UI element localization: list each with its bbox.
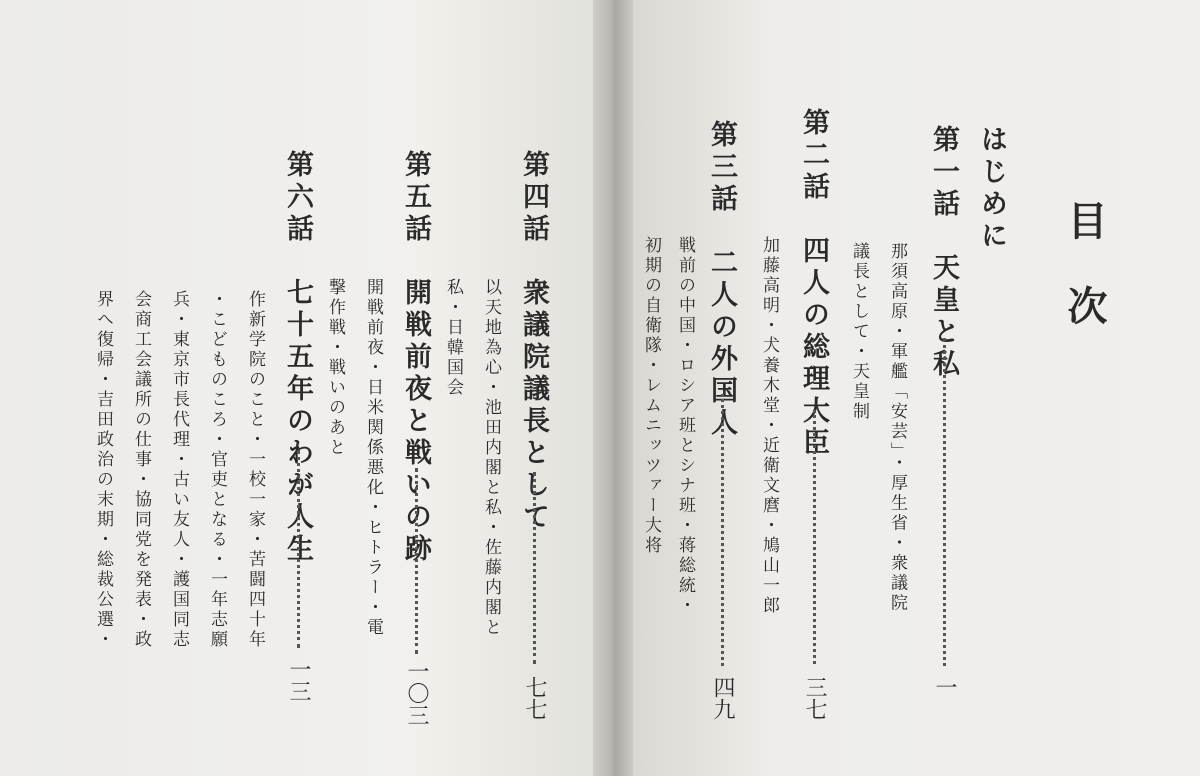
chapter-1-sub-1: 那須高原・軍艦「安芸」・厚生省・衆議院 xyxy=(887,242,907,614)
chapter-5-leader xyxy=(415,468,418,654)
chapter-6-page: 一三 xyxy=(286,658,311,702)
chapter-5-page: 一〇三 xyxy=(404,660,429,726)
toc-title-ji: 次 xyxy=(1061,285,1108,325)
preface-heading[interactable]: はじめに xyxy=(976,125,1007,253)
book-gutter xyxy=(593,0,633,776)
chapter-2-heading[interactable]: 第二話 四人の総理大臣 xyxy=(798,108,829,460)
chapter-4-page: 七七 xyxy=(522,676,547,720)
chapter-1-sub-2: 議長として・天皇制 xyxy=(849,242,869,422)
chapter-3-sub-2: 初期の自衛隊・レムニッツァー大将 xyxy=(641,236,661,556)
chapter-6-sub-1: 作新学院のこと・一校一家・苦闘四十年 xyxy=(245,290,265,650)
chapter-5-sub-2: 撃作戦・戦いのあと xyxy=(325,278,345,458)
chapter-6-sub-4: 会商工会議所の仕事・協同党を発表・政 xyxy=(131,290,151,650)
chapter-6-sub-3: 兵・東京市長代理・古い友人・護国同志 xyxy=(169,290,189,650)
toc-title-moku: 目 xyxy=(1061,200,1108,240)
chapter-4-leader xyxy=(533,472,536,664)
chapter-1-page: 一 xyxy=(932,676,957,698)
chapter-6-sub-5: 界へ復帰・吉田政治の末期・総裁公選・ xyxy=(93,290,113,650)
chapter-2-page: 三七 xyxy=(802,676,827,720)
chapter-3-heading[interactable]: 第三話 二人の外国人 xyxy=(706,120,737,440)
chapter-4-sub-1: 以天地為心・池田内閣と私・佐藤内閣と xyxy=(481,278,501,638)
chapter-6-sub-2: ・こどものころ・官吏となる・一年志願 xyxy=(207,290,227,650)
chapter-3-leader xyxy=(721,394,724,666)
chapter-6-heading[interactable]: 第六話 七十五年のわが人生 xyxy=(282,150,313,566)
chapter-2-leader xyxy=(813,410,816,664)
chapter-4-heading[interactable]: 第四話 衆議院議長として xyxy=(518,150,549,534)
chapter-5-heading[interactable]: 第五話 開戦前夜と戦いの跡 xyxy=(400,150,431,566)
chapter-5-sub-1: 開戦前夜・日米関係悪化・ヒトラー・電 xyxy=(363,278,383,638)
chapter-1-heading[interactable]: 第一話 天皇と私 xyxy=(928,125,959,381)
chapter-4-sub-2: 私・日韓国会 xyxy=(443,278,463,398)
chapter-1-leader xyxy=(943,338,946,666)
chapter-2-sub-1: 加藤高明・犬養木堂・近衛文麿・鳩山一郎 xyxy=(759,236,779,616)
chapter-3-sub-1: 戦前の中国・ロシア班とシナ班・蒋総統・ xyxy=(675,236,695,616)
chapter-6-leader xyxy=(297,450,300,648)
chapter-3-page: 四九 xyxy=(710,676,735,720)
